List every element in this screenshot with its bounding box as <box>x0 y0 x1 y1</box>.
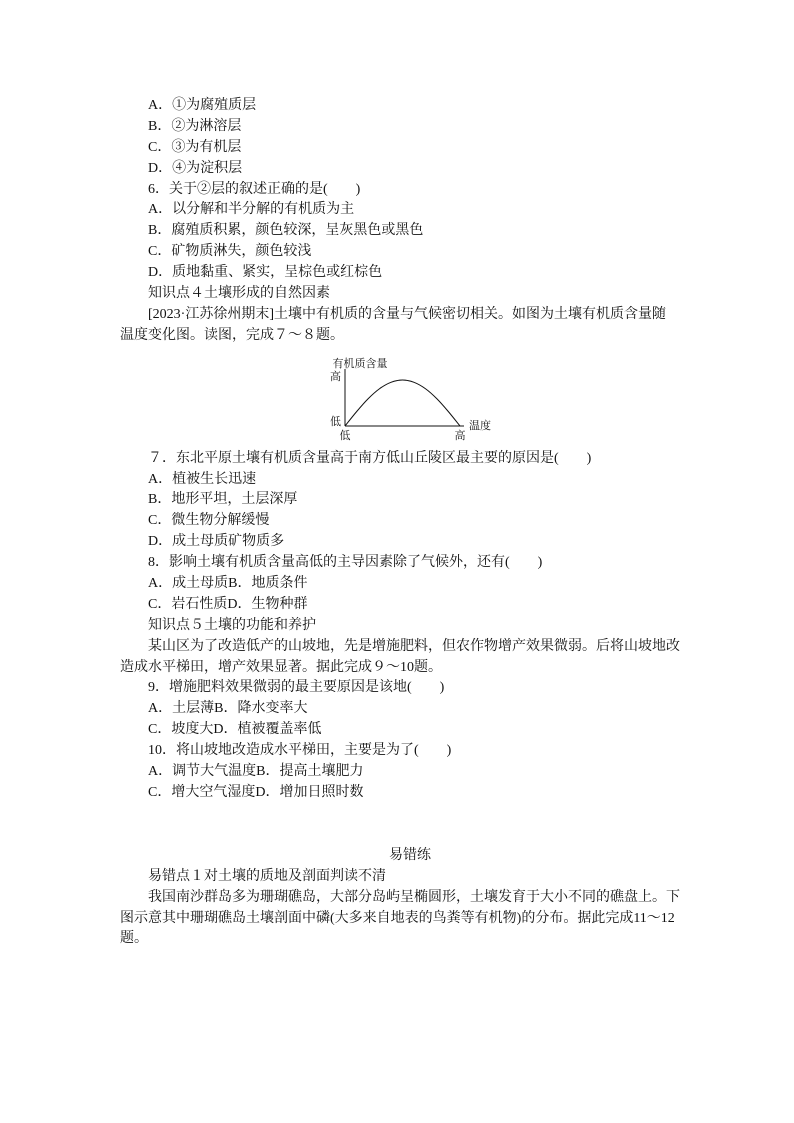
kp4-intro-line-1: [2023·江苏徐州期末]土壤中有机质的含量与气候密切相关。如图为土壤有机质含量随 <box>148 306 666 322</box>
q6-option-d: D．质地黏重、紧实，呈棕色或红棕色 <box>148 265 383 281</box>
q8-options-ab: A．成土母质B．地质条件 <box>148 576 308 592</box>
q5-option-a: A．①为腐殖质层 <box>148 98 257 113</box>
q7-option-c: C．微生物分解缓慢 <box>148 513 270 529</box>
q9-stem: 9．增施肥料效果微弱的最主要原因是该地( ) <box>148 680 445 696</box>
q6-option-a: A．以分解和半分解的有机质为主 <box>148 202 355 218</box>
q10-options-ab: A．调节大气温度B．提高土壤肥力 <box>148 764 364 780</box>
q7-stem: ７．东北平原土壤有机质含量高于南方低山丘陵区最主要的原因是( ) <box>148 450 592 466</box>
kp5-intro-line-1: 某山区为了改造低产的山坡地，先是增施肥料，但农作物增产效果微弱。后将山坡地改 <box>148 638 680 654</box>
q5-option-c: C．③为有机层 <box>148 139 242 155</box>
q9-options-cd: C．坡度大D．植被覆盖率低 <box>148 722 322 738</box>
error-intro-line-1: 我国南沙群岛多为珊瑚礁岛，大部分岛屿呈椭圆形，土壤发育于大小不同的礁盘上。下 <box>148 889 680 905</box>
q7-option-a: A．植被生长迅速 <box>148 471 257 487</box>
document-page <box>120 96 700 950</box>
chart-y-axis-label: 有机质含量 <box>332 357 388 370</box>
q9-options-ab: A．土层薄B．降水变率大 <box>148 701 308 717</box>
q6-option-c: C．矿物质淋失，颜色较浅 <box>148 244 312 260</box>
chart-x-axis-label: 温度 <box>469 419 491 432</box>
chart-svg <box>300 347 520 449</box>
q7-option-d: D．成土母质矿物质多 <box>148 534 285 550</box>
q8-stem: 8．影响土壤有机质含量高低的主导因素除了气候外，还有( ) <box>148 555 543 571</box>
q5-option-d: D．④为淀积层 <box>148 160 243 176</box>
q6-option-b: B．腐殖质积累，颜色较深，呈灰黑色或黑色 <box>148 223 424 239</box>
error-point-1-title: 易错点１对土壤的质地及剖面判读不清 <box>148 868 386 884</box>
chart-x-tick-high: 高 <box>454 429 466 442</box>
kp5-intro-line-2: 造成水平梯田，增产效果显著。据此完成９～10题。 <box>120 659 442 675</box>
q10-stem: 10．将山坡地改造成水平梯田，主要是为了( ) <box>148 743 452 759</box>
q5-option-b: B．②为淋溶层 <box>148 118 242 134</box>
organic-matter-curve <box>345 380 460 426</box>
knowledge-point-4-title: 知识点４土壤形成的自然因素 <box>148 286 330 302</box>
error-practice-heading: 易错练 <box>389 847 431 863</box>
q10-options-cd: C．增大空气湿度D．增加日照时数 <box>148 784 364 800</box>
q8-options-cd: C．岩石性质D．生物种群 <box>148 596 308 612</box>
q6-stem: 6．关于②层的叙述正确的是( ) <box>148 181 361 197</box>
error-intro-line-2: 图示意其中珊瑚礁岛土壤剖面中磷(大多来自地表的鸟粪等有机物)的分布。据此完成11～12 <box>120 910 675 926</box>
organic-matter-temperature-chart <box>120 347 700 449</box>
knowledge-point-5-title: 知识点５土壤的功能和养护 <box>148 617 316 633</box>
error-intro-line-3: 题。 <box>120 931 148 947</box>
q7-option-b: B．地形平坦，土层深厚 <box>148 492 298 508</box>
chart-x-tick-low: 低 <box>339 429 351 442</box>
kp4-intro-line-2: 温度变化图。读图，完成７～８题。 <box>120 327 344 343</box>
chart-y-tick-high: 高 <box>330 370 341 383</box>
chart-y-tick-low: 低 <box>330 415 341 428</box>
